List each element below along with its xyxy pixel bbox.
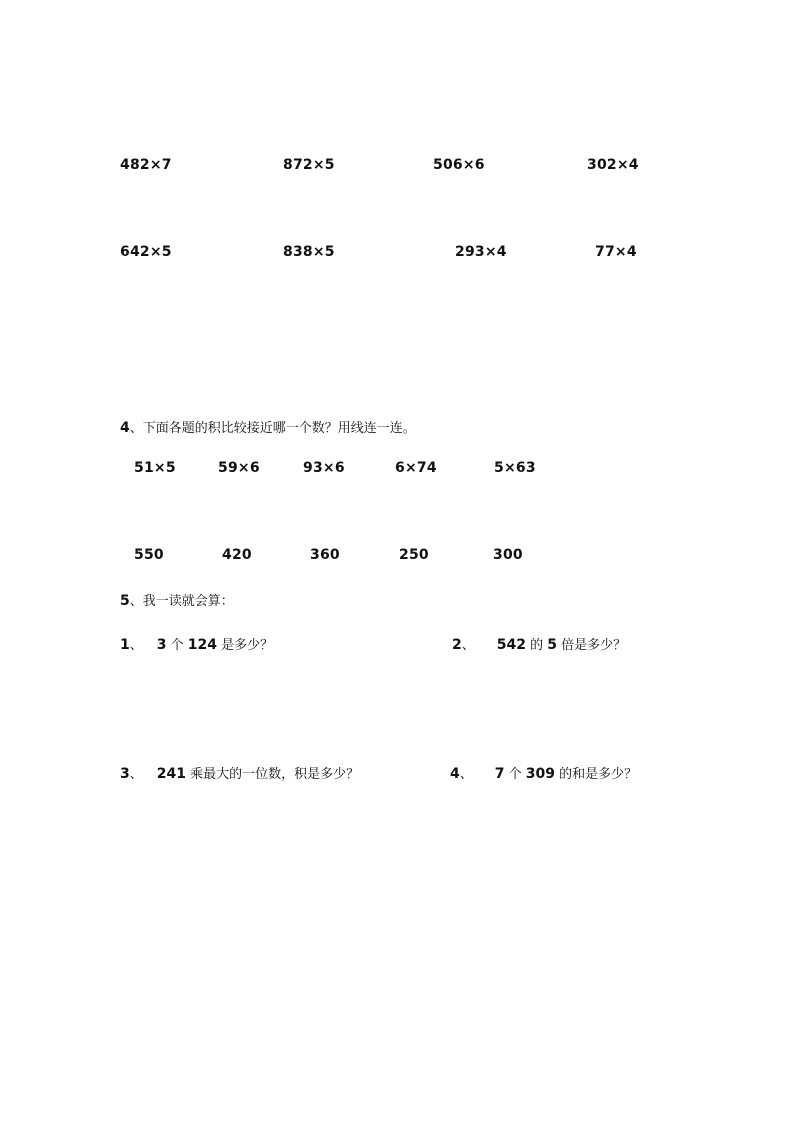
section-number: 5 — [120, 593, 130, 609]
question-text: 是多少？ — [217, 638, 274, 653]
question-number: 309 — [525, 766, 556, 782]
section-number: 4 — [120, 420, 130, 436]
question-index: 3 — [120, 766, 130, 782]
question-text: 的 — [526, 638, 548, 653]
question-number: 7 — [494, 766, 505, 782]
question-index: 1 — [120, 637, 130, 653]
question-number: 241 — [156, 766, 186, 782]
question-number: 5 — [547, 637, 558, 653]
word-problem-4 — [450, 763, 637, 782]
calc-expression: 506×6 — [433, 157, 485, 173]
estimate-value[interactable]: 550 — [134, 547, 164, 563]
section-4-heading — [120, 417, 416, 436]
question-text: 个 — [504, 767, 526, 782]
question-number: 3 — [156, 637, 167, 653]
question-index: 2 — [452, 637, 462, 653]
estimate-expression[interactable]: 5×63 — [494, 460, 536, 476]
question-mark: 、 — [129, 767, 143, 782]
estimate-value[interactable]: 250 — [399, 547, 429, 563]
word-problem-2 — [452, 634, 626, 653]
estimate-expression[interactable]: 93×6 — [303, 460, 345, 476]
question-number: 542 — [496, 637, 526, 653]
question-number: 124 — [187, 637, 218, 653]
estimate-value[interactable]: 300 — [493, 547, 523, 563]
estimate-expression[interactable]: 51×5 — [134, 460, 176, 476]
calc-expression: 77×4 — [595, 244, 637, 260]
question-text: 倍是多少？ — [557, 638, 627, 653]
estimate-expression[interactable]: 6×74 — [395, 460, 437, 476]
question-mark: 、 — [129, 638, 143, 653]
question-index: 4 — [450, 766, 460, 782]
calc-expression: 838×5 — [283, 244, 335, 260]
estimate-value[interactable]: 360 — [310, 547, 340, 563]
word-problem-3 — [120, 763, 359, 782]
question-text: 个 — [166, 638, 188, 653]
word-problem-1 — [120, 634, 273, 653]
question-text: 的和是多少？ — [555, 767, 638, 782]
section-title: 、下面各题的积比较接近哪一个数？用线连一连。 — [129, 421, 416, 436]
section-title: 、我一读就会算： — [129, 594, 234, 609]
estimate-expression[interactable]: 59×6 — [218, 460, 260, 476]
calc-expression: 872×5 — [283, 157, 335, 173]
section-5-heading — [120, 590, 234, 609]
question-text: 乘最大的一位数，积是多少？ — [186, 767, 360, 782]
question-mark: 、 — [461, 638, 475, 653]
calc-expression: 482×7 — [120, 157, 172, 173]
calc-expression: 642×5 — [120, 244, 172, 260]
question-mark: 、 — [459, 767, 473, 782]
estimate-value[interactable]: 420 — [222, 547, 252, 563]
calc-expression: 293×4 — [455, 244, 507, 260]
calc-expression: 302×4 — [587, 157, 639, 173]
